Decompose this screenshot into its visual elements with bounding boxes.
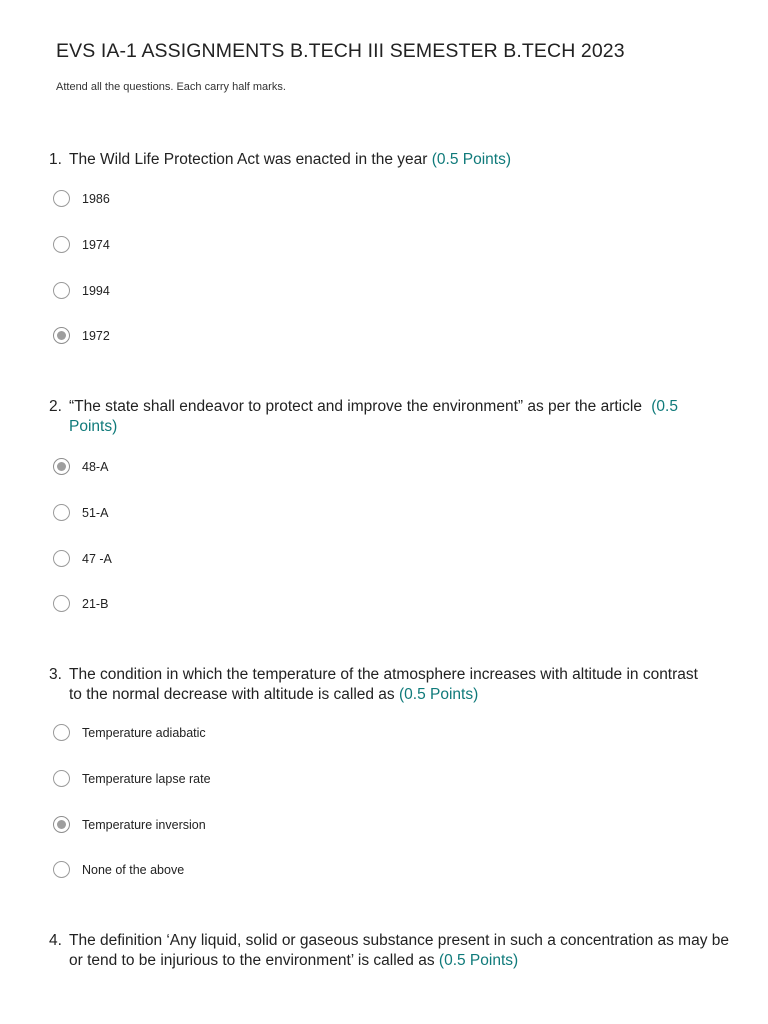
option-1994[interactable] — [0, 279, 768, 303]
option-temperature-inversion[interactable] — [0, 813, 768, 837]
radio-button[interactable] — [53, 550, 70, 567]
question-number: 3. — [49, 666, 62, 683]
question-number: 2. — [49, 398, 62, 415]
option-label: 51-A — [82, 506, 109, 520]
radio-button-selected[interactable] — [53, 458, 70, 475]
radio-button[interactable] — [53, 770, 70, 787]
option-temperature-adiabatic[interactable] — [0, 721, 768, 745]
option-label: 47 -A — [82, 552, 112, 566]
question-points: (0.5 Points) — [399, 686, 479, 703]
option-none-of-the-above[interactable] — [0, 858, 768, 882]
option-label: 21-B — [82, 597, 109, 611]
radio-button[interactable] — [53, 724, 70, 741]
option-label: 48-A — [82, 460, 109, 474]
question-number: 1. — [49, 151, 62, 168]
question-text — [69, 665, 709, 705]
radio-button[interactable] — [53, 595, 70, 612]
radio-button[interactable] — [53, 861, 70, 878]
question-points: (0.5 Points) — [431, 151, 511, 168]
question-points: (0.5 Points) — [438, 952, 519, 969]
option-21-b[interactable] — [0, 592, 768, 616]
radio-button-selected[interactable] — [53, 816, 70, 833]
option-label: Temperature inversion — [82, 818, 206, 832]
question-text — [69, 397, 689, 437]
radio-button[interactable] — [53, 236, 70, 253]
option-47-a[interactable] — [0, 547, 768, 571]
option-label: None of the above — [82, 863, 185, 877]
question-text — [69, 931, 729, 971]
radio-button[interactable] — [53, 282, 70, 299]
question-points: (0.5 Points) — [69, 398, 678, 435]
option-temperature-lapse-rate[interactable] — [0, 767, 768, 791]
question-prompt: The Wild Life Protection Act was enacted in the year — [69, 151, 428, 168]
option-label: 1974 — [82, 238, 110, 252]
form-description: Attend all the questions. Each carry half marks. — [56, 81, 286, 93]
form-title: EVS IA-1 ASSIGNMENTS B.TECH III SEMESTER B.TECH 2023 — [56, 40, 625, 62]
question-prompt: The condition in which the temperature of the atmosphere increases with altitude in contrast to the normal decrease with altitude is called as — [69, 666, 698, 703]
question-text — [69, 150, 724, 170]
option-1972[interactable] — [0, 324, 768, 348]
option-1974[interactable] — [0, 233, 768, 257]
question-prompt: “The state shall endeavor to protect and improve the environment” as per the article — [69, 398, 642, 415]
option-label: 1972 — [82, 329, 110, 343]
radio-button[interactable] — [53, 190, 70, 207]
option-1986[interactable] — [0, 187, 768, 211]
option-label: Temperature lapse rate — [82, 772, 211, 786]
question-number: 4. — [49, 932, 62, 949]
option-51-a[interactable] — [0, 501, 768, 525]
option-label: Temperature adiabatic — [82, 726, 206, 740]
question-prompt: The definition ‘Any liquid, solid or gaseous substance present in such a concentration as may be or tend to be injurious to the environment’ is called as — [69, 932, 729, 969]
radio-button-selected[interactable] — [53, 327, 70, 344]
option-label: 1986 — [82, 192, 110, 206]
option-label: 1994 — [82, 284, 110, 298]
radio-button[interactable] — [53, 504, 70, 521]
option-48-a[interactable] — [0, 455, 768, 479]
